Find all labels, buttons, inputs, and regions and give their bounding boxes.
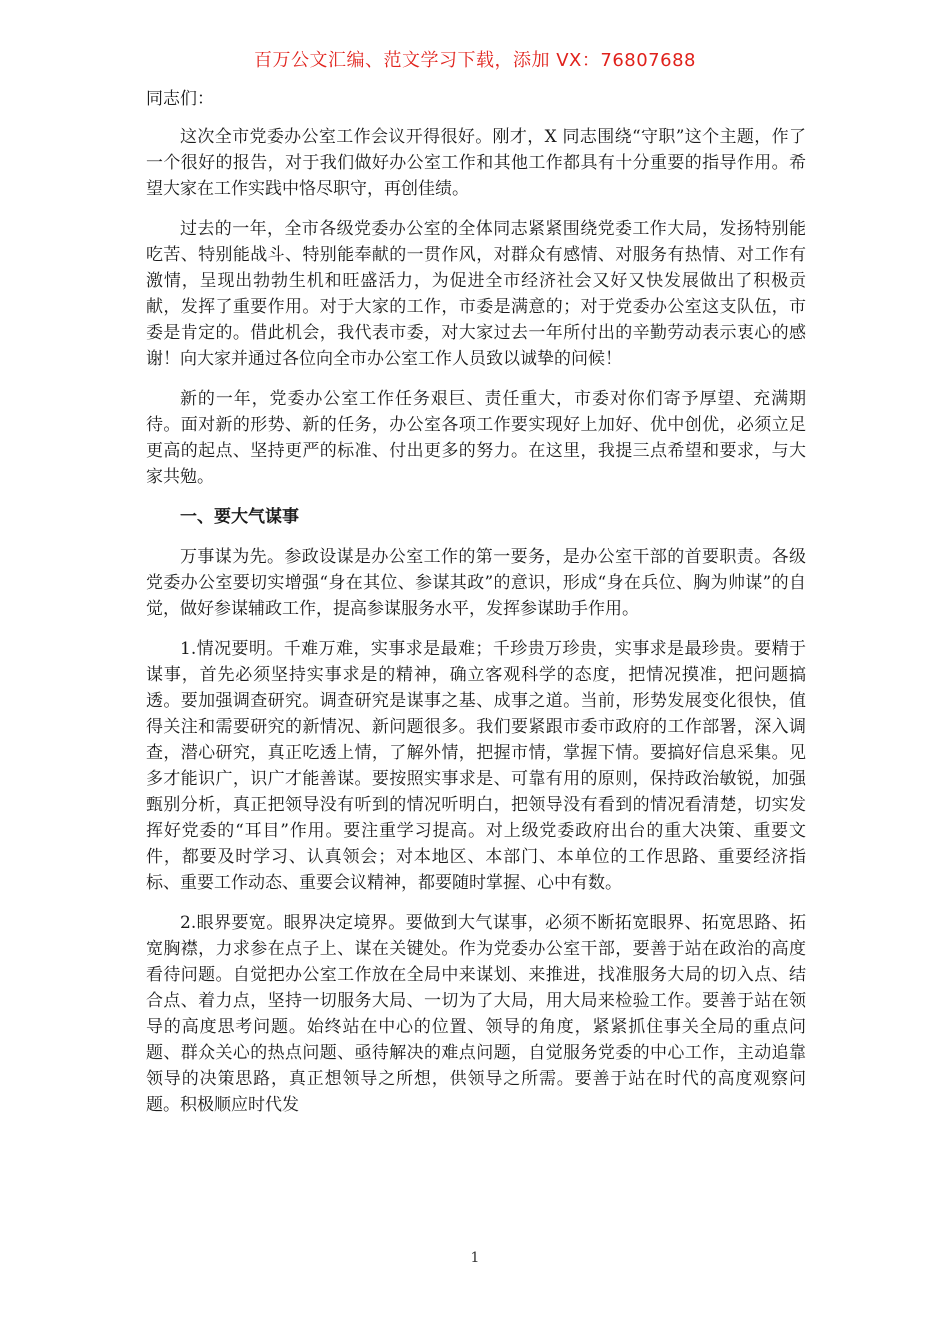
page-number: 1 — [470, 1250, 480, 1266]
document-body — [146, 86, 806, 1132]
paragraph: 1.情况要明。千难万难，实事求是最难；千珍贵万珍贵，实事求是最珍贵。要精于谋事，首先必须坚持实事求是的精神，确立客观科学的态度，把情况摸准，把问题搞透。要加强调查研究。调查研究是谋事之基、成事之道。当前，形势发展变化很快，值得关注和需要研究的新情况、新问题很多。我们要紧跟市委市政府的工作部署，深入调查，潜心研究，真正吃透上情，了解外情，把握市情，掌握下情。要搞好信息采集。见多才能识广，识广才能善谋。要按照实事求是、可靠有用的原则，保持政治敏锐，加强甄别分析，真正把领导没有听到的情况听明白，把领导没有看到的情况看清楚，切实发挥好党委的“耳目”作用。要注重学习提高。对上级党委政府出台的重大决策、重要文件，都要及时学习、认真领会；对本地区、本部门、本单位的工作思路、重要经济指标、重要工作动态、重要会议精神，都要随时掌握、心中有数。 — [146, 639, 806, 893]
greeting: 同志们： — [146, 89, 214, 109]
section-heading: 一、要大气谋事 — [180, 507, 299, 527]
paragraph: 万事谋为先。参政设谋是办公室工作的第一要务，是办公室干部的首要职责。各级党委办公室要切实增强“身在其位、参谋其政”的意识，形成“身在兵位、胸为帅谋”的自觉，做好参谋辅政工作，提高参谋服务水平，发挥参谋助手作用。 — [146, 547, 806, 619]
paragraph: 过去的一年，全市各级党委办公室的全体同志紧紧围绕党委工作大局，发扬特别能吃苦、特别能战斗、特别能奉献的一贯作风，对群众有感情、对服务有热情、对工作有激情，呈现出勃勃生机和旺盛活力，为促进全市经济社会又好又快发展做出了积极贡献，发挥了重要作用。对于大家的工作，市委是满意的；对于党委办公室这支队伍，市委是肯定的。借此机会，我代表市委，对大家过去一年所付出的辛勤劳动表示衷心的感谢！向大家并通过各位向全市办公室工作人员致以诚挚的问候！ — [146, 219, 806, 369]
paragraph: 2.眼界要宽。眼界决定境界。要做到大气谋事，必须不断拓宽眼界、拓宽思路、拓宽胸襟，力求参在点子上、谋在关键处。作为党委办公室干部，要善于站在政治的高度看待问题。自觉把办公室工作放在全局中来谋划、来推进，找准服务大局的切入点、结合点、着力点，坚持一切服务大局、一切为了大局，用大局来检验工作。要善于站在领导的高度思考问题。始终站在中心的位置、领导的角度，紧紧抓住事关全局的重点问题、群众关心的热点问题、亟待解决的难点问题，自觉服务党委的中心工作，主动追靠领导的决策思路，真正想领导之所想，供领导之所需。要善于站在时代的高度观察问题。积极顺应时代发 — [146, 913, 806, 1115]
watermark-banner: 百万公文汇编、范文学习下载，添加 VX：76807688 — [254, 50, 696, 71]
paragraph: 新的一年，党委办公室工作任务艰巨、责任重大，市委对你们寄予厚望、充满期待。面对新的形势、新的任务，办公室各项工作要实现好上加好、优中创优，必须立足更高的起点、坚持更严的标准、付出更多的努力。在这里，我提三点希望和要求，与大家共勉。 — [146, 389, 806, 487]
paragraph: 这次全市党委办公室工作会议开得很好。刚才，X 同志围绕“守职”这个主题，作了一个很好的报告，对于我们做好办公室工作和其他工作都具有十分重要的指导作用。希望大家在工作实践中恪尽职守，再创佳绩。 — [146, 127, 806, 199]
